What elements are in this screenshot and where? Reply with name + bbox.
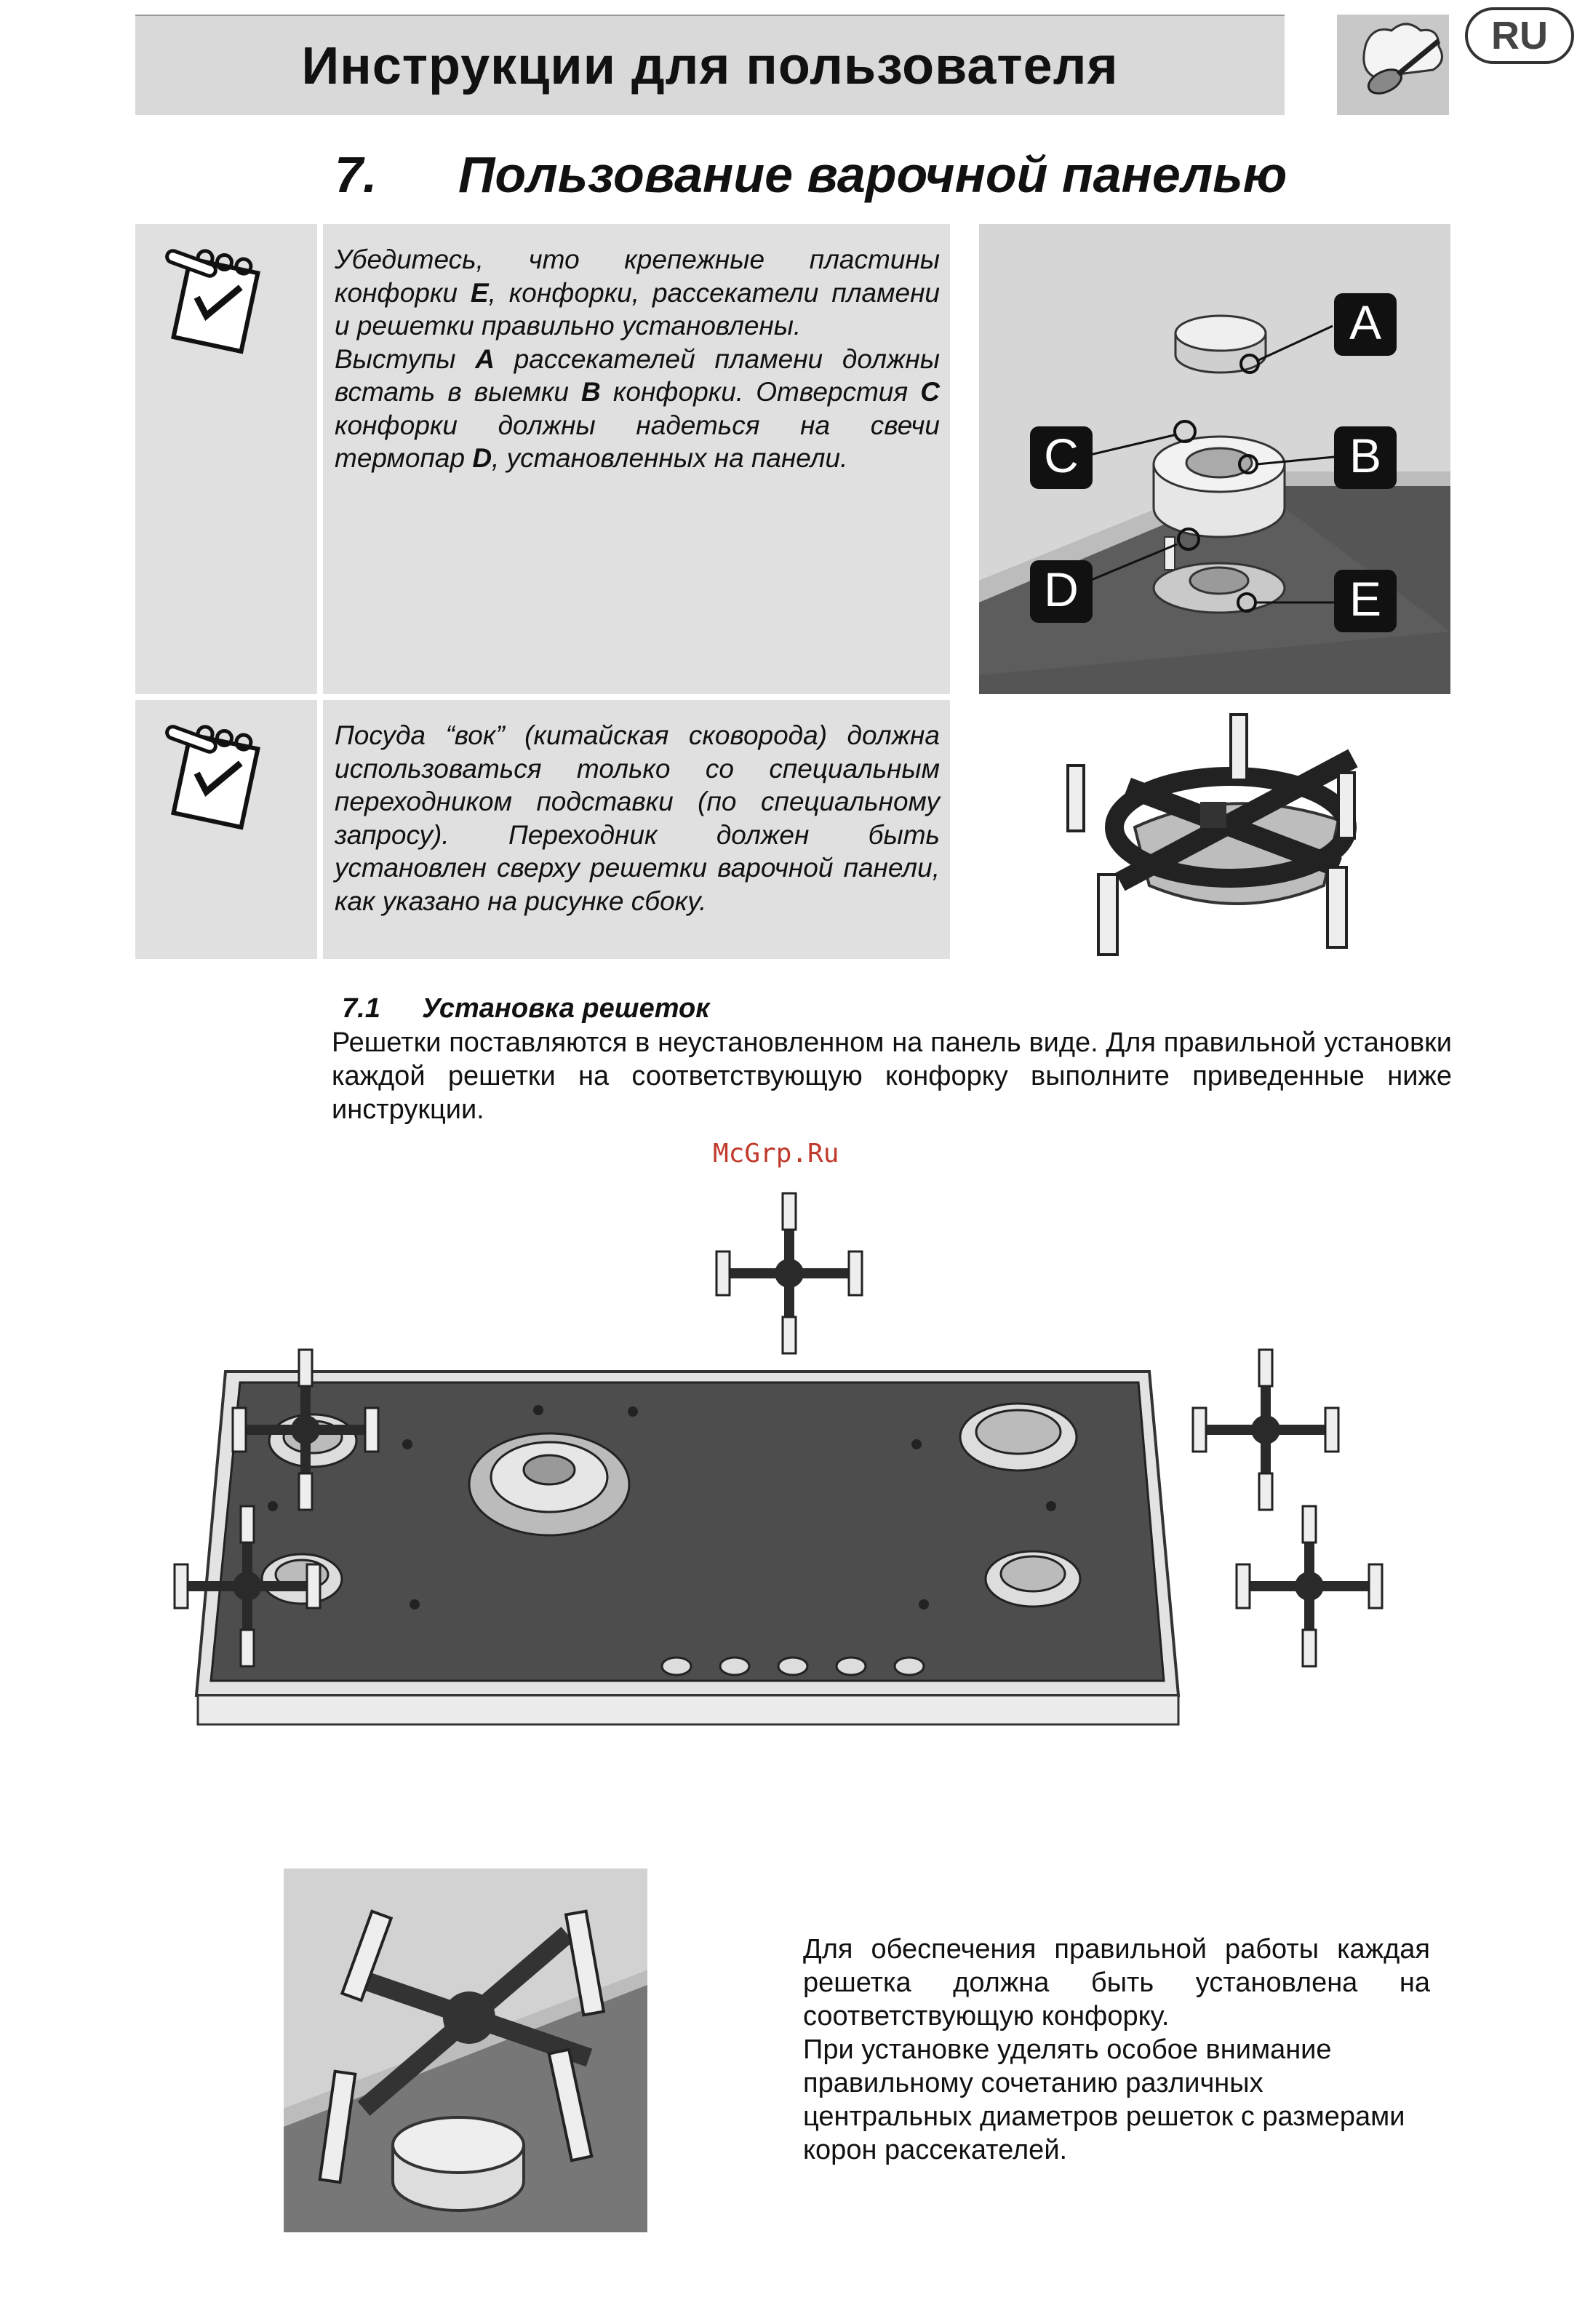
label-e [1334, 570, 1397, 632]
chef-spoon-icon [1337, 15, 1449, 115]
section-title-text: Пользование варочной панелью [458, 146, 1287, 203]
header-bar [135, 15, 1285, 115]
svg-text:D: D [1044, 562, 1079, 616]
note-icon-cell [135, 700, 317, 959]
svg-text:A: A [1349, 295, 1382, 349]
svg-text:E: E [1349, 572, 1382, 626]
note-paragraph-1: Для обеспечения правильной работы каждая решетка должна быть установлена на соответствующую конфорку. [803, 1934, 1430, 2031]
grid-installation-note [803, 1933, 1430, 2167]
subsection-body: Решетки поставляются в неустановленном на панель виде. Для правильной установки каждой решетки на соответствующую конфорку выполните приведенные ниже инструкции. [332, 1027, 1452, 1125]
svg-text:C: C [1044, 429, 1079, 482]
note-icon-cell [135, 224, 317, 694]
note-text: Посуда “вок” (китайская сковорода) должна использоваться только со специальным переходником подставки (по специальному запросу). Переходник должен быть установлен сверху решетки варочной панели, как указано на рисунке сбоку. [323, 700, 950, 959]
label-a [1334, 293, 1397, 356]
subsection-title [342, 993, 709, 1024]
label-c [1030, 426, 1093, 489]
label-b [1334, 426, 1397, 489]
section-number: 7. [335, 146, 378, 203]
section-title [335, 146, 1353, 204]
grid-installation-illustration [284, 1869, 647, 2232]
header-title: Инструкции для пользователя [301, 37, 1119, 95]
wok-adapter-illustration [1040, 700, 1418, 962]
hob-with-grids-illustration [131, 1186, 1455, 1768]
notepad-check-icon [164, 240, 274, 357]
svg-text:B: B [1349, 429, 1382, 482]
subsection-title-text: Установка решеток [422, 993, 710, 1024]
note-paragraph-2: При установке уделять особое внимание правильному сочетанию различных центральных диаметров решеток с размерами корон рассекателей. [803, 2034, 1405, 2165]
language-badge: RU [1465, 7, 1574, 64]
notepad-check-icon [164, 716, 274, 832]
subsection-number: 7.1 [342, 993, 380, 1024]
note-text: Убедитесь, что крепежные пластины конфорки E, конфорки, рассекатели пламени и решетки правильно установлены. Выступы A рассекателей пламени должны встать в выемки B конфорки. Отверстия C конфорки должны надеться на свечи термопар D, установленных на панели. [323, 224, 950, 694]
burner-assembly-diagram [979, 224, 1450, 694]
label-d [1030, 560, 1093, 623]
watermark-text: McGrp.Ru [713, 1139, 839, 1169]
